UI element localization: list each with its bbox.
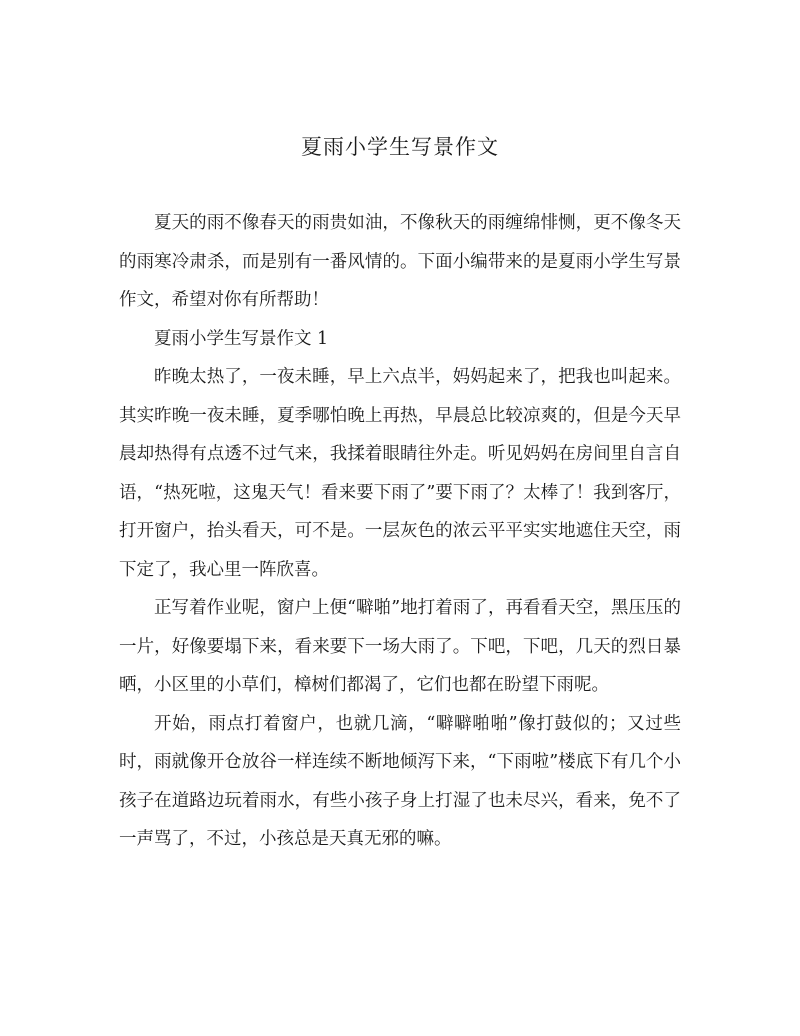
intro-paragraph: 夏天的雨不像春天的雨贵如油，不像秋天的雨缠绵悱恻，更不像冬天的雨寒冷肃杀，而是别有一番风情的。下面小编带来的是夏雨小学生写景作文，希望对你有所帮助！ — [119, 213, 681, 310]
body-paragraph: 昨晚太热了，一夜未睡，早上六点半，妈妈起来了，把我也叫起来。其实昨晚一夜未睡，夏季哪怕晚上再热，早晨总比较凉爽的，但是今天早晨却热得有点透不过气来，我揉着眼睛往外走。听见妈妈在房间里自言自语，“热死啦，这鬼天气！看来要下雨了”要下雨了？太棒了！我到客厅，打开窗户，抬头看天，可不是。一层灰色的浓云平平实实地遮住天空，雨下定了，我心里一阵欣喜。 — [119, 367, 681, 580]
document-body — [119, 204, 681, 859]
section-heading: 夏雨小学生写景作文 1 — [154, 328, 329, 349]
page-title: 夏雨小学生写景作文 — [301, 135, 499, 159]
body-paragraph: 开始，雨点打着窗户，也就几滴，“噼噼啪啪”像打鼓似的；又过些时，雨就像开仓放谷一样连续不断地倾泻下来，“下雨啦”楼底下有几个小孩子在道路边玩着雨水，有些小孩子身上打湿了也未尽兴，看来，免不了一声骂了，不过，小孩总是天真无邪的嘛。 — [119, 713, 681, 849]
body-paragraph: 正写着作业呢，窗户上便“噼啪”地打着雨了，再看看天空，黑压压的一片，好像要塌下来，看来要下一场大雨了。下吧，下吧，几天的烈日暴晒，小区里的小草们，樟树们都渴了，它们也都在盼望下雨呢。 — [119, 598, 681, 695]
